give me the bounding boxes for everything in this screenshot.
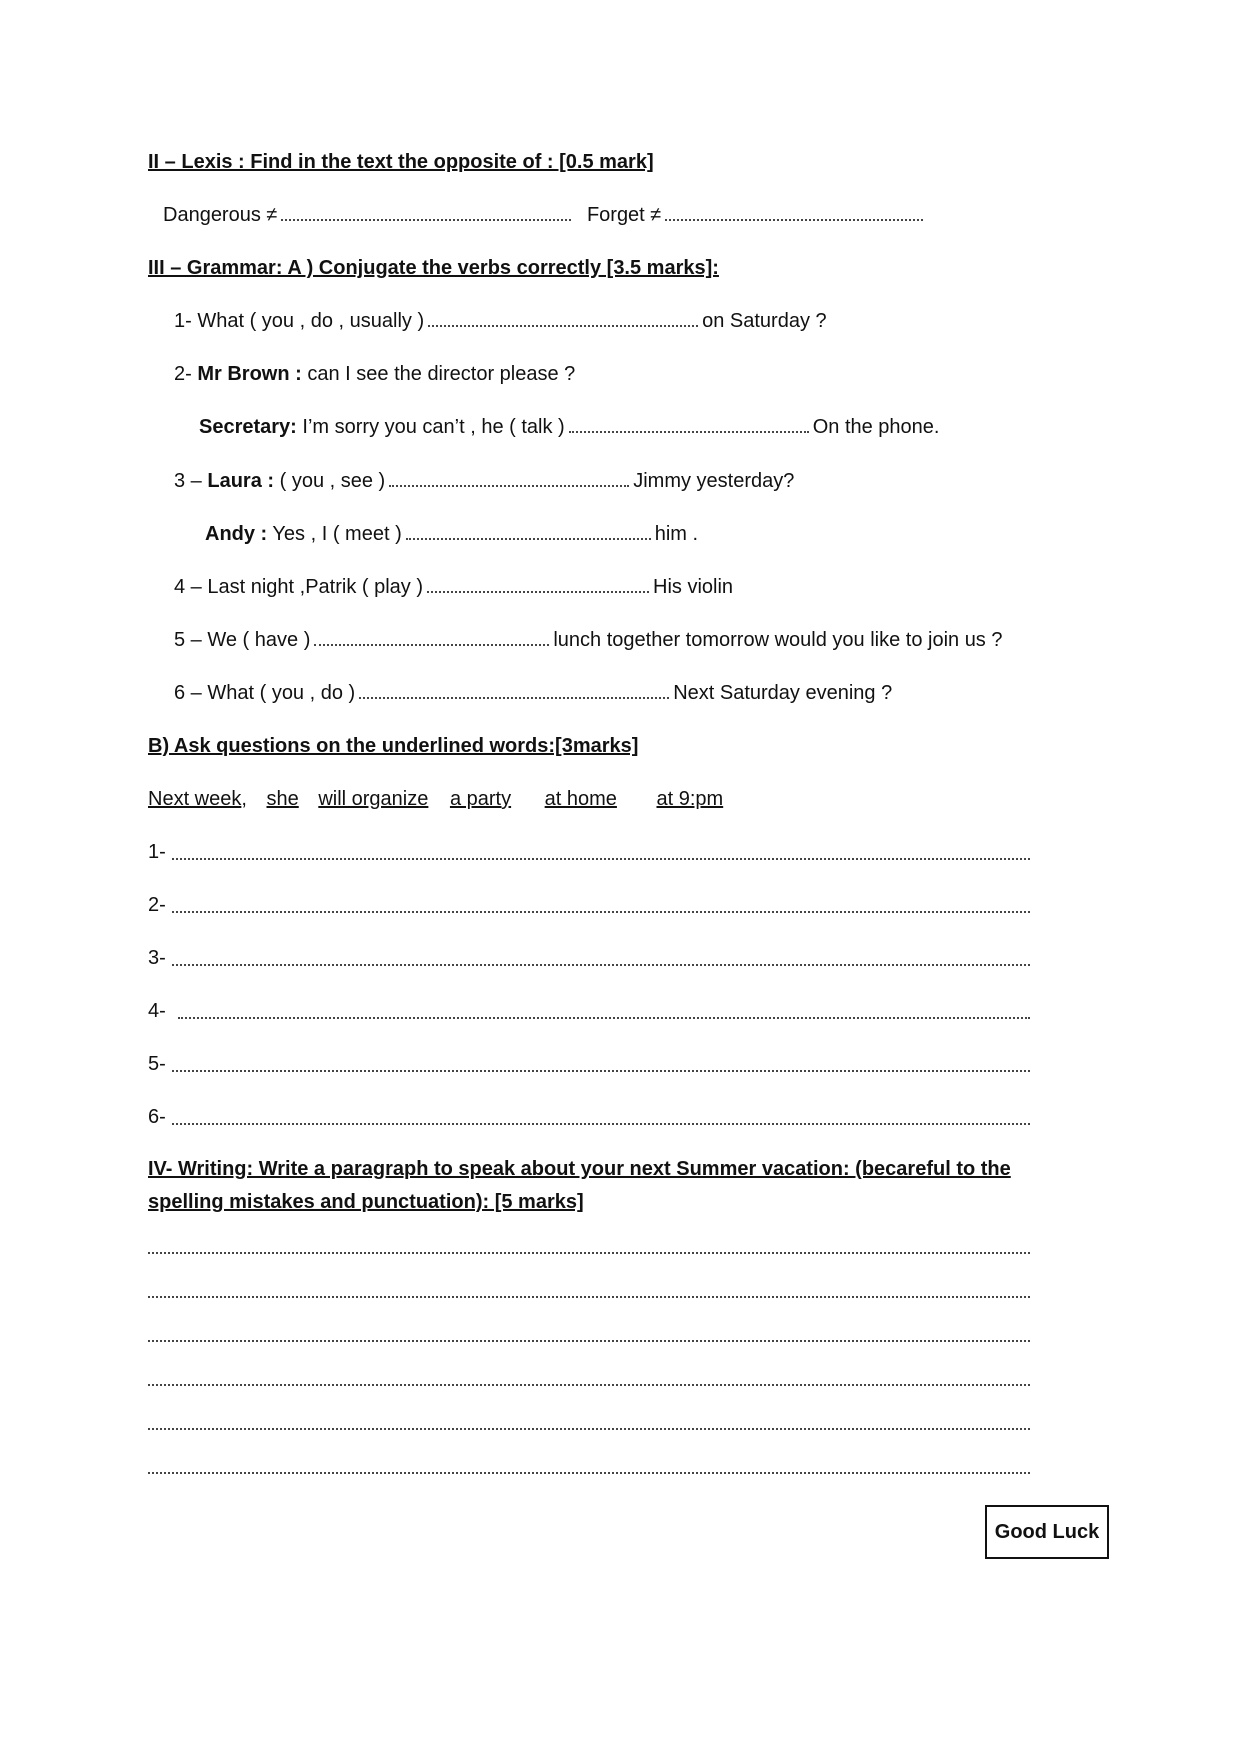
underlined-word: a party <box>449 788 512 810</box>
q1-tail: on Saturday ? <box>702 310 827 332</box>
answer-line[interactable] <box>172 856 1030 860</box>
grammar-q4 <box>174 573 733 601</box>
question-line-2 <box>148 891 166 919</box>
line-number: 6- <box>148 1106 166 1128</box>
line-number: 3- <box>148 947 166 969</box>
question-line-6 <box>148 1103 166 1131</box>
question-line-1 <box>148 838 166 866</box>
answer-blank[interactable] <box>427 573 649 593</box>
q3-prompt: ( you , see ) <box>279 470 386 492</box>
grammar-q2 <box>174 360 575 388</box>
underlined-words <box>148 785 723 813</box>
good-luck-text: Good Luck <box>994 1520 1100 1543</box>
q5-tail: lunch together tomorrow would you like to join us ? <box>553 629 1003 651</box>
answer-line[interactable] <box>172 1121 1030 1125</box>
q3-tail: Jimmy yesterday? <box>633 470 795 492</box>
q2-text: can I see the director please ? <box>307 363 576 385</box>
line-number: 5- <box>148 1053 166 1075</box>
writing-heading-line1: IV- Writing: Write a paragraph to speak about your next Summer vacation: (becareful to the <box>148 1158 1011 1180</box>
underlined-word: at 9:pm <box>656 788 724 810</box>
grammar-q3 <box>174 467 794 495</box>
underlined-word: at home <box>544 788 617 810</box>
answer-blank[interactable] <box>569 413 809 433</box>
answer-blank[interactable] <box>406 520 651 540</box>
answer-blank[interactable] <box>389 467 629 487</box>
answer-blank[interactable] <box>428 307 698 327</box>
writing-heading-line2: spelling mistakes and punctuation): [5 marks] <box>148 1191 584 1213</box>
grammar-q6 <box>174 679 892 707</box>
q1-prompt: 1- What ( you , do , usually ) <box>174 310 425 332</box>
q4-tail: His violin <box>653 576 734 598</box>
lexis-item-forget: Forget ≠ <box>586 204 662 226</box>
q3-speaker: Laura : <box>207 470 275 492</box>
lexis-heading: II – Lexis : Find in the text the opposite of : [0.5 mark] <box>148 151 654 173</box>
answer-line[interactable] <box>172 962 1030 966</box>
answer-line[interactable] <box>178 1015 1030 1019</box>
grammar-q3b <box>205 520 698 548</box>
line-number: 1- <box>148 841 166 863</box>
grammar-heading: III – Grammar: A ) Conjugate the verbs correctly [3.5 marks]: <box>148 257 719 279</box>
grammar-q1 <box>174 307 827 335</box>
good-luck-box <box>985 1505 1109 1559</box>
grammar-q2b <box>199 413 939 441</box>
q6-prompt: 6 – What ( you , do ) <box>174 682 356 704</box>
q2b-tail: On the phone. <box>812 416 940 438</box>
q6-tail: Next Saturday evening ? <box>673 682 893 704</box>
q4-prompt: 4 – Last night ,Patrik ( play ) <box>174 576 424 598</box>
writing-line[interactable] <box>148 1382 1030 1386</box>
q3b-speaker: Andy : <box>205 523 268 545</box>
comma: , <box>241 788 247 810</box>
answer-blank[interactable] <box>665 201 923 221</box>
writing-line[interactable] <box>148 1338 1030 1342</box>
answer-line[interactable] <box>172 1068 1030 1072</box>
writing-line[interactable] <box>148 1250 1030 1254</box>
answer-blank[interactable] <box>359 679 669 699</box>
questions-heading: B) Ask questions on the underlined words:[3marks] <box>148 735 639 757</box>
q5-prompt: 5 – We ( have ) <box>174 629 311 651</box>
question-line-4 <box>148 997 166 1025</box>
underlined-word: she <box>266 788 299 810</box>
q3b-tail: him . <box>654 523 699 545</box>
q2-number: 2- <box>174 363 192 385</box>
underlined-word: Next week <box>148 788 242 810</box>
q2b-speaker: Secretary: <box>199 416 297 438</box>
writing-line[interactable] <box>148 1470 1030 1474</box>
answer-blank[interactable] <box>314 626 549 646</box>
line-number: 4- <box>148 1000 166 1022</box>
lexis-item-row <box>163 201 927 229</box>
question-line-5 <box>148 1050 166 1078</box>
answer-blank[interactable] <box>281 201 571 221</box>
writing-line[interactable] <box>148 1294 1030 1298</box>
line-number: 2- <box>148 894 166 916</box>
lexis-item-dangerous: Dangerous ≠ <box>163 204 278 226</box>
q2b-prompt: I’m sorry you can’t , he ( talk ) <box>302 416 565 438</box>
q3-number: 3 – <box>174 470 202 492</box>
q3b-prompt: Yes , I ( meet ) <box>272 523 402 545</box>
writing-line[interactable] <box>148 1426 1030 1430</box>
underlined-word: will organize <box>318 788 429 810</box>
answer-line[interactable] <box>172 909 1030 913</box>
q2-speaker: Mr Brown : <box>197 363 302 385</box>
grammar-q5 <box>174 626 1003 654</box>
question-line-3 <box>148 944 166 972</box>
